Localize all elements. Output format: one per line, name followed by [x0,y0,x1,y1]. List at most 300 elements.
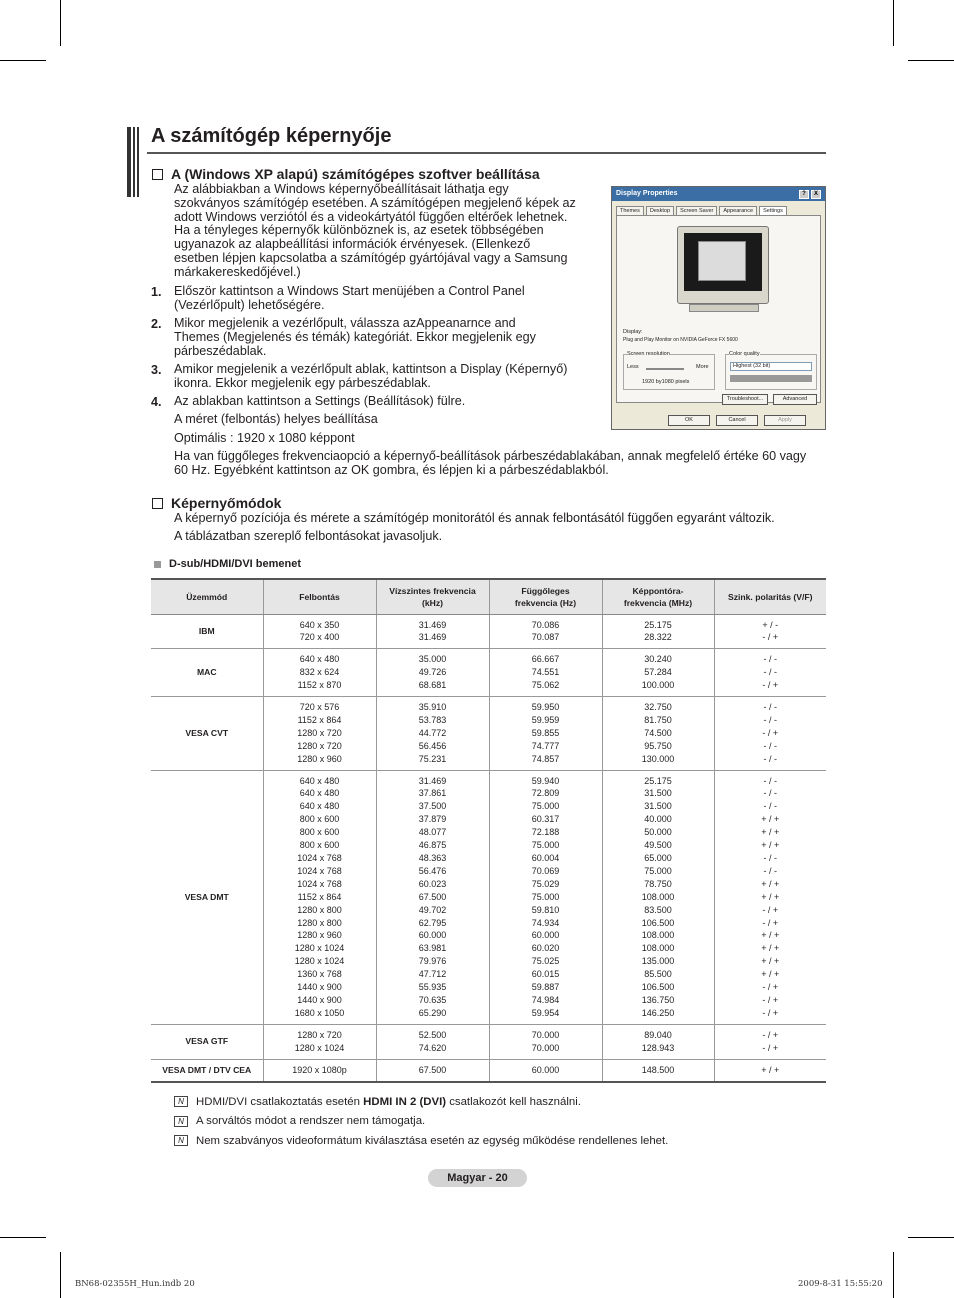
note-text [196,1096,581,1108]
dialog-titlebar [612,187,825,201]
cell-value: 32.750 [644,702,672,713]
cell-value: 1280 x 720 [297,727,342,738]
cell-value: 65.290 [418,1007,447,1018]
cell-value: 59.810 [531,904,560,915]
pol-cell [714,1024,826,1059]
vfreq-cell [489,697,602,771]
cell-value: 59.887 [531,982,560,993]
cell-value: 1024 x 768 [297,853,342,863]
vfreq-cell [489,1024,602,1059]
display-properties-dialog [611,186,826,430]
close-icon: X [811,190,821,199]
cell-value: 70.000 [531,1029,560,1040]
res-cell [263,649,376,697]
cell-value: 720 x 576 [299,702,340,713]
cell-value: 50.000 [644,827,672,838]
table-label-text: D-sub/HDMI/DVI bemenet [169,558,302,570]
page-title: A számítógép képernyője [151,125,392,147]
dialog-body [616,215,821,403]
cell-value: 48.077 [418,827,447,838]
cell-value: 800 x 600 [299,814,340,825]
cell-value: 56.476 [418,865,447,876]
cell-value: 74.551 [531,667,560,678]
cell-value: 31.500 [644,801,672,812]
modes-text: A táblázatban szereplő felbontásokat javasoljuk. [174,529,443,543]
note-text: A sorváltós módot a rendszer nem támogatja. [196,1115,426,1128]
cell-value: 49.500 [644,840,672,851]
cell-value: 146.250 [641,1007,675,1018]
step-number: 3. [151,363,162,377]
clock-cell [602,649,714,697]
step-text [174,363,567,391]
cell-value: 74.934 [531,917,560,928]
text-line: párbeszédablak. [174,343,267,358]
cell-value: 60.015 [531,969,560,980]
cell-value: + / + [761,969,780,980]
cell-value: 1440 x 900 [297,982,342,993]
help-icon: ? [799,190,809,199]
cell-value: 1280 x 800 [297,917,342,928]
text-line: ugyanazok az alapbeállítási információk érvényesek. (Ellenkező [174,237,531,252]
text-line: Az alábbiakban a Windows képernyőbeállításait láthatja egy [174,182,509,196]
step-text [174,285,525,313]
cell-value: 79.976 [418,956,447,967]
note-text-part: HDMI/DVI csatlakoztatás esetén [196,1095,364,1108]
cell-value: - / + [762,680,779,691]
cell-value: 128.943 [641,1042,675,1053]
cell-value: 60.317 [531,814,560,825]
cell-value: 1280 x 1024 [294,1042,345,1053]
note-text: Nem szabványos videoformátum kiválasztása esetén az egység működése rendellenes lehet. [196,1134,669,1147]
cell-value: 74.620 [418,1042,447,1053]
cell-value: + / + [761,1064,780,1075]
step-text [174,395,465,409]
cell-value: - / + [762,994,779,1005]
section-heading [152,166,540,182]
text-line: ikonra. Ekkor megjelenik egy párbeszédablak. [174,375,431,390]
hfreq-cell [376,770,489,1024]
res-cell [263,1059,376,1081]
res-cell [263,614,376,649]
color-bar [730,375,812,382]
cell-value: 95.750 [644,740,672,751]
dialog-title: Display Properties [616,190,678,197]
footer-timestamp: 2009-8-31 15:55:20 [798,1279,883,1289]
title-divider [147,152,826,154]
res-cell [263,770,376,1024]
cell-value: 59.959 [531,714,560,725]
res-cell [263,1024,376,1059]
cell-value: 74.777 [531,740,560,751]
cell-value: 56.456 [418,740,447,751]
cell-value: - / + [762,904,779,915]
checkbox-icon [152,498,163,509]
display-modes-table [151,578,826,1083]
cell-value: 100.000 [641,680,675,691]
clock-cell [602,1024,714,1059]
note-text-bold: HDMI IN 2 (DVI) [363,1095,447,1108]
step-number: 2. [151,317,162,331]
cell-value: + / - [762,619,779,630]
cell-value: 108.000 [641,930,675,941]
pol-cell [714,770,826,1024]
cell-value: 108.000 [641,943,675,954]
cell-value: 49.702 [418,904,447,915]
cell-value: + / + [761,891,780,902]
clock-cell [602,697,714,771]
cell-value: 1920 x 1080p [292,1064,347,1075]
cell-value: 30.240 [644,654,672,665]
cell-value: - / + [762,982,779,993]
crop-mark [0,1237,46,1238]
mode-cell: MAC [151,649,263,697]
group-label: Screen resolution [627,351,670,357]
cell-value: 1680 x 1050 [294,1007,345,1018]
cell-value: 44.772 [418,727,447,738]
text-line: szokványos számítógép esetében. A számítógépen megjelenő képek az [174,195,576,210]
color-group [725,351,817,390]
vfreq-cell [489,1059,602,1081]
resolution-value: 1920 by1080 pixels [642,379,690,385]
note-icon: N [174,1116,188,1127]
cell-value: 60.004 [531,853,560,863]
res-cell [263,697,376,771]
color-select: Highest (32 bit) [730,362,812,371]
cell-value: 31.500 [644,788,672,799]
resolution-slider [646,368,684,370]
crop-mark [60,0,61,46]
cell-value: 81.750 [644,714,672,725]
cell-value: 1360 x 768 [297,969,342,980]
cell-value: 60.000 [531,1064,560,1075]
text-line: márkakereskedőjével.) [174,264,301,279]
tab-desktop: Desktop [646,206,674,215]
cell-value: 59.950 [531,702,560,713]
cell-value: 40.000 [644,814,672,825]
cell-value: 1152 x 864 [297,714,342,725]
tab-settings: Settings [759,206,787,215]
cell-value: 75.025 [531,956,560,967]
frequency-note [174,450,806,478]
cell-value: 1280 x 800 [297,904,342,915]
ok-button: OK [668,415,710,426]
modes-text: A képernyő pozíciója és mérete a számítógép monitorától és annak felbontásától függően egyaránt változik. [174,511,775,525]
cell-value: 70.087 [531,632,560,643]
pol-cell [714,697,826,771]
column-header: Képpontóra-frekvencia (MHz) [602,579,714,614]
pol-cell [714,1059,826,1081]
vfreq-cell [489,770,602,1024]
cell-value: 640 x 480 [299,775,340,786]
cell-value: 25.175 [644,775,672,786]
cell-value: 720 x 400 [299,632,340,643]
cell-value: 108.000 [641,891,675,902]
cell-value: 63.981 [418,943,447,954]
square-bullet-icon [154,561,161,568]
column-header: Felbontás [263,579,376,614]
display-value: Plug and Play Monitor on NVIDIA GeForce FX 5600 [623,337,738,343]
cell-value: - / + [762,632,779,643]
tab-themes: Themes [616,206,644,215]
cell-value: 1440 x 900 [297,994,342,1005]
cell-value: 31.469 [418,775,447,786]
cell-value: 640 x 480 [299,654,340,665]
cell-value: 800 x 600 [299,840,340,851]
table-row [151,697,826,771]
section-title: Képernyőmódok [171,495,282,511]
cell-value: 37.500 [418,801,447,812]
cell-value: 74.857 [531,753,560,764]
note-icon: N [174,1096,188,1107]
cell-value: 75.029 [531,878,560,889]
cell-value: 1280 x 720 [297,1029,342,1040]
notes [174,1092,668,1151]
mode-cell: VESA DMT / DTV CEA [151,1059,263,1081]
cell-value: 70.069 [531,865,560,876]
cell-value: - / + [762,1029,779,1040]
crop-mark [60,1252,61,1298]
cell-value: 1280 x 1024 [294,943,345,954]
tab-screen-saver: Screen Saver [676,206,717,215]
apply-button: Apply [764,415,806,426]
hfreq-cell [376,1059,489,1081]
cell-value: 1152 x 870 [297,680,342,691]
cell-value: 75.062 [531,680,560,691]
cell-value: 31.469 [418,632,447,643]
cell-value: 640 x 480 [299,801,340,812]
note [174,1092,668,1112]
hfreq-cell [376,649,489,697]
cell-value: - / + [762,1042,779,1053]
footer-file-info: BN68-02355H_Hun.indb 20 [75,1279,195,1289]
clock-cell [602,614,714,649]
cell-value: 75.000 [644,865,672,876]
cell-value: 832 x 624 [299,667,340,678]
mode-cell: IBM [151,614,263,649]
text-line: adott Windows verziótól és a videokártyától függően eltérőek lehetnek. [174,209,568,224]
less-label: Less [627,364,639,370]
hfreq-cell [376,697,489,771]
cell-value: 1024 x 768 [297,878,342,889]
cell-value: 75.000 [531,891,560,902]
crop-mark [893,1252,894,1298]
cell-value: 31.469 [418,619,447,630]
cell-value: 37.861 [418,788,447,799]
note-icon: N [174,1135,188,1146]
tab-appearance: Appearance [719,206,757,215]
cell-value: 70.086 [531,619,560,630]
cell-value: 72.809 [531,788,560,799]
cell-value: 136.750 [641,994,675,1005]
step-number: 4. [151,395,162,409]
cell-value: 57.284 [644,667,672,678]
group-label: Color quality [729,351,760,357]
cell-value: 67.500 [418,1064,447,1075]
cell-value: - / + [762,727,779,738]
note-text-part: csatlakozót kell használni. [446,1095,581,1108]
table-label [154,558,301,570]
cell-value: 35.000 [418,654,447,665]
cell-value: 74.500 [644,727,672,738]
cell-value: + / + [761,930,780,941]
cell-value: 800 x 600 [299,827,340,838]
hfreq-cell [376,614,489,649]
monitor-stand [689,304,759,312]
cell-value: 60.000 [531,930,560,941]
cell-value: 60.000 [418,930,447,941]
table-row [151,649,826,697]
cell-value: 60.020 [531,943,560,954]
mode-cell: VESA DMT [151,770,263,1024]
text-line: 60 Hz. Egyébként kattintson az OK gombra, és lépjen ki a párbeszédablakból. [174,462,609,477]
cell-value: - / - [763,654,777,665]
cell-value: 67.500 [418,891,447,902]
cell-value: - / - [763,714,777,725]
cell-value: 59.940 [531,775,560,786]
cell-value: + / + [761,814,780,825]
vfreq-cell [489,614,602,649]
text-line: Amikor megjelenik a vezérlőpult ablak, kattintson a Display (Képernyő) [174,362,568,376]
section-heading [152,495,281,511]
monitor-icon [677,226,769,304]
cell-value: + / + [761,943,780,954]
column-header: Függőleges frekvencia (Hz) [489,579,602,614]
section-title: A (Windows XP alapú) számítógépes szoftver beállítása [171,166,540,182]
display-label: Display: [623,329,643,335]
text-line: esetben lépjen kapcsolatba a számítógép gyártójával vagy a Samsung [174,250,568,265]
cell-value: 83.500 [644,904,672,915]
cell-value: 135.000 [641,956,675,967]
cell-value: 70.000 [531,1042,560,1053]
cell-value: 75.000 [531,840,560,851]
cell-value: + / + [761,956,780,967]
cell-value: 1280 x 960 [297,930,342,941]
step-text [174,317,536,358]
checkbox-icon [152,169,163,180]
cell-value: 60.023 [418,878,447,889]
cell-value: 72.188 [531,827,560,838]
clock-cell [602,770,714,1024]
cancel-button: Cancel [716,415,758,426]
page-number-badge: Magyar - 20 [428,1169,527,1187]
cell-value: + / + [761,878,780,889]
cell-value: 47.712 [418,969,447,980]
cell-value: - / - [763,865,777,876]
intro-paragraph [174,183,576,280]
cell-value: 48.363 [418,853,447,863]
cell-value: 59.954 [531,1007,560,1018]
crop-mark [908,1237,954,1238]
cell-value: 62.795 [418,917,447,928]
cell-value: 49.726 [418,667,447,678]
crop-mark [908,60,954,61]
cell-value: 68.681 [418,680,447,691]
table-row [151,770,826,1024]
cell-value: 65.000 [644,853,672,863]
cell-value: 66.667 [531,654,560,665]
cell-value: - / + [762,1007,779,1018]
column-header: Üzemmód [151,579,263,614]
cell-value: 55.935 [418,982,447,993]
cell-value: 78.750 [644,878,672,889]
cell-value: 1280 x 960 [297,753,342,764]
table-row [151,614,826,649]
cell-value: 1280 x 720 [297,740,342,751]
column-header: Vízszintes frekvencia (kHz) [376,579,489,614]
cell-value: 148.500 [641,1064,675,1075]
cell-value: - / - [763,740,777,751]
pol-cell [714,614,826,649]
resolution-note: A méret (felbontás) helyes beállítása [174,412,378,426]
cell-value: 59.855 [531,727,560,738]
cell-value: 106.500 [641,917,675,928]
cell-value: 1280 x 1024 [294,956,345,967]
resolution-group [623,351,715,390]
text-line: Először kattintson a Windows Start menüjében a Control Panel [174,284,525,298]
cell-value: 46.875 [418,840,447,851]
cell-value: 35.910 [418,702,447,713]
vfreq-cell [489,649,602,697]
note [174,1131,668,1151]
table-header-row [151,579,826,614]
cell-value: 640 x 480 [299,788,340,799]
cell-value: - / - [763,775,777,786]
crop-mark [893,0,894,46]
cell-value: + / + [761,827,780,838]
cell-value: - / - [763,788,777,799]
mode-cell: VESA GTF [151,1024,263,1059]
cell-value: 1152 x 864 [297,891,342,902]
cell-value: - / + [762,917,779,928]
cell-value: 89.040 [644,1029,672,1040]
text-line: Ha a tényleges képernyők különböznek is, az esetek többségében [174,223,544,238]
more-label: More [696,364,709,370]
cell-value: 75.231 [418,753,447,764]
cell-value: 85.500 [644,969,672,980]
step-number: 1. [151,285,162,299]
text-line: Az ablakban kattintson a Settings (Beállítások) fülre. [174,394,466,408]
hfreq-cell [376,1024,489,1059]
mode-cell: VESA CVT [151,697,263,771]
cell-value: - / - [763,753,777,764]
cell-value: 75.000 [531,801,560,812]
clock-cell [602,1059,714,1081]
cell-value: 106.500 [641,982,675,993]
column-header: Szink. polaritás (V/F) [714,579,826,614]
cell-value: - / - [763,667,777,678]
cell-value: + / + [761,840,780,851]
table-row [151,1024,826,1059]
pol-cell [714,649,826,697]
header-bar [127,127,139,197]
text-line: (Vezérlőpult) lehetőségére. [174,297,325,312]
cell-value: 130.000 [641,753,675,764]
advanced-button: Advanced [773,394,817,405]
dialog-tabs [612,201,825,215]
crop-mark [0,60,46,61]
cell-value: 28.322 [644,632,672,643]
troubleshoot-button: Troubleshoot... [722,394,768,405]
cell-value: 53.783 [418,714,447,725]
cell-value: - / - [763,853,777,863]
cell-value: 1024 x 768 [297,865,342,876]
note [174,1112,668,1132]
cell-value: 25.175 [644,619,672,630]
table-row [151,1059,826,1081]
text-line: Themes (Megjelenés és témák) kategóriát. Ekkor megjelenik egy [174,329,536,344]
text-line: Mikor megjelenik a vezérlőpult, válassza azAppeanarnce and [174,316,516,330]
cell-value: 52.500 [418,1029,447,1040]
